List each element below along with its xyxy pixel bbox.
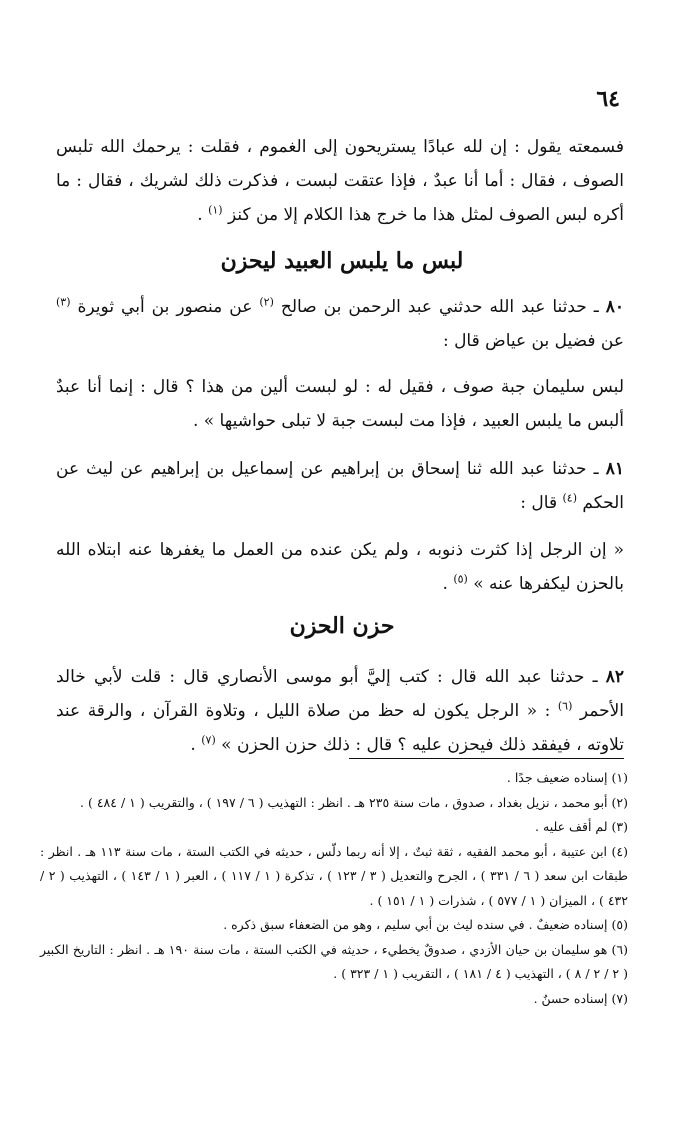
- report-80-chain: [56, 290, 624, 358]
- footnotes: [40, 766, 628, 1011]
- report-number: ٨١: [605, 459, 625, 479]
- report-text: عن منصور بن أبي ثويرة: [77, 297, 253, 317]
- report-text: : « الرجل يكون له حظ من صلاة الليل ، وتلاوة القرآن ، والرقة عند تلاوته ، فيفقد ذلك فيحزن عليه ؟ قال : ذلك حزن الحزن »: [56, 701, 624, 755]
- footnote-ref: (٣): [56, 295, 71, 309]
- report-text: عن فضيل بن عياض قال :: [442, 331, 624, 351]
- footnote-ref: (٦): [557, 699, 573, 713]
- footnote-6: (٦) هو سليمان بن حيان الأزدي ، صدوقٌ يخطيء ، حديثه في الكتب الستة ، مات سنة ١٩٠ هـ . انظر : التاريخ الكبير ( ٢ / ٢ / ٨ ) ، التهذيب ( ٤ / ١٨١ ) ، التقريب ( ١ / ٣٢٣ ) .: [40, 941, 628, 981]
- section-heading-2: حزن الحزن: [289, 613, 395, 639]
- report-number: ٨٢: [605, 667, 624, 687]
- footnote-ref: (٥): [453, 572, 468, 586]
- intro-paragraph: فسمعته يقول : إن لله عبادًا يستريحون إلى الغموم ، فقلت : يرحمك الله تلبس الصوف ، فقال : أما أنا عبدٌ ، فإذا عتقت لبست ، فذكرت ذلك لشريك ، فقال : ما أكره لبس الصوف لمثل هذا ما خرج هذا الكلام إلا من كنز $^{(١)}$ .: [56, 137, 624, 225]
- report-text: ـ حدثنا عبد الله ثنا إسحاق بن إبراهيم عن إسماعيل بن إبراهيم عن ليث عن الحكم: [56, 459, 624, 513]
- report-text: ـ حدثنا عبد الله قال : كتب إليَّ أبو موسى الأنصاري قال : قلت لأبي خالد الأحمر: [56, 667, 624, 721]
- footnote-4: (٤) ابن عتيبة ، أبو محمد الفقيه ، ثقة ثبتٌ ، إلا أنه ربما دلّس ، حديثه في الكتب الستة ، مات سنة ١١٣ هـ . انظر : طبقات ابن سعد ( ٦ / ٣٣١ ) ، الجرح والتعديل ( ٣ / ١٢٣ ) ، تذكرة ( ١ / ١١٧ ) ، العبر ( ١ / ١٤٣ ) ، التهذيب ( ٢ / ٤٣٢ ) ، الميزان ( ١ / ٥٧٧ ) ، شذرات ( ١ / ١٥١ ) .: [40, 843, 628, 908]
- report-81-chain: [56, 452, 624, 520]
- report-text: ـ حدثنا عبد الله حدثني عبد الرحمن بن صالح: [280, 297, 599, 317]
- footnote-ref: (٢): [259, 295, 274, 309]
- section-heading-1: لبس ما يلبس العبيد ليحزن: [220, 248, 464, 274]
- footnote-divider: [349, 758, 624, 759]
- footnote-1: (١) إسناده ضعيف جدًا .: [506, 770, 628, 785]
- footnote-5: (٥) إسناده ضعيفٌ . في سنده ليث بن أبي سليم ، وهو من الضعفاء سبق ذكره .: [223, 917, 628, 932]
- report-number: ٨٠: [605, 297, 625, 317]
- footnote-3: (٣) لم أقف عليه .: [535, 819, 628, 834]
- report-80-body: لبس سليمان جبة صوف ، فقيل له : لو لبست ألين من هذا ؟ قال : إنما أنا عبدٌ ألبس ما يلبس العبيد ، فإذا مت لبست جبة لا تبلى حواشيها » .: [56, 377, 624, 431]
- footnote-7: (٧) إسناده حسنٌ .: [533, 990, 628, 1006]
- report-text: قال :: [520, 493, 558, 513]
- report-82: ٨٢ ـ حدثنا عبد الله قال : كتب إليَّ أبو موسى الأنصاري قال : قلت لأبي خالد الأحمر $^{(٦)}$ : « الرجل يكون له حظ من صلاة الليل ، وتلاوة القرآن ، والرقة عند تلاوته ، فيفقد ذلك فيحزن عليه ؟ قال : ذلك حزن الحزن » $^{(٧)}$ .: [56, 667, 624, 755]
- page-number: ٦٤: [596, 86, 620, 112]
- intro-text: فسمعته يقول : إن لله عبادًا يستريحون إلى الغموم ، فقلت : يرحمك الله تلبس الصوف ، فقال : أما أنا عبدٌ ، فإذا عتقت لبست ، فذكرت ذلك لشريك ، فقال : ما أكره لبس الصوف لمثل هذا ما خرج هذا الكلام إلا من كنز: [56, 137, 624, 225]
- footnote-2: (٢) أبو محمد ، نزيل بغداد ، صدوق ، مات سنة ٢٣٥ هـ . انظر : التهذيب ( ٦ / ١٩٧ ) ، والتقريب ( ١ / ٤٨٤ ) .: [80, 794, 628, 810]
- report-text: « إن الرجل إذا كثرت ذنوبه ، ولم يكن عنده من العمل ما يغفرها عنه ابتلاه الله بالحزن ليكفرها عنه »: [56, 540, 624, 594]
- footnote-ref: (٧): [201, 733, 216, 747]
- footnote-ref: (١): [208, 203, 223, 217]
- footnote-ref: (٤): [562, 491, 577, 505]
- report-81-body: « إن الرجل إذا كثرت ذنوبه ، ولم يكن عنده من العمل ما يغفرها عنه ابتلاه الله بالحزن ليكفرها عنه » $^{(٥)}$ .: [56, 540, 624, 594]
